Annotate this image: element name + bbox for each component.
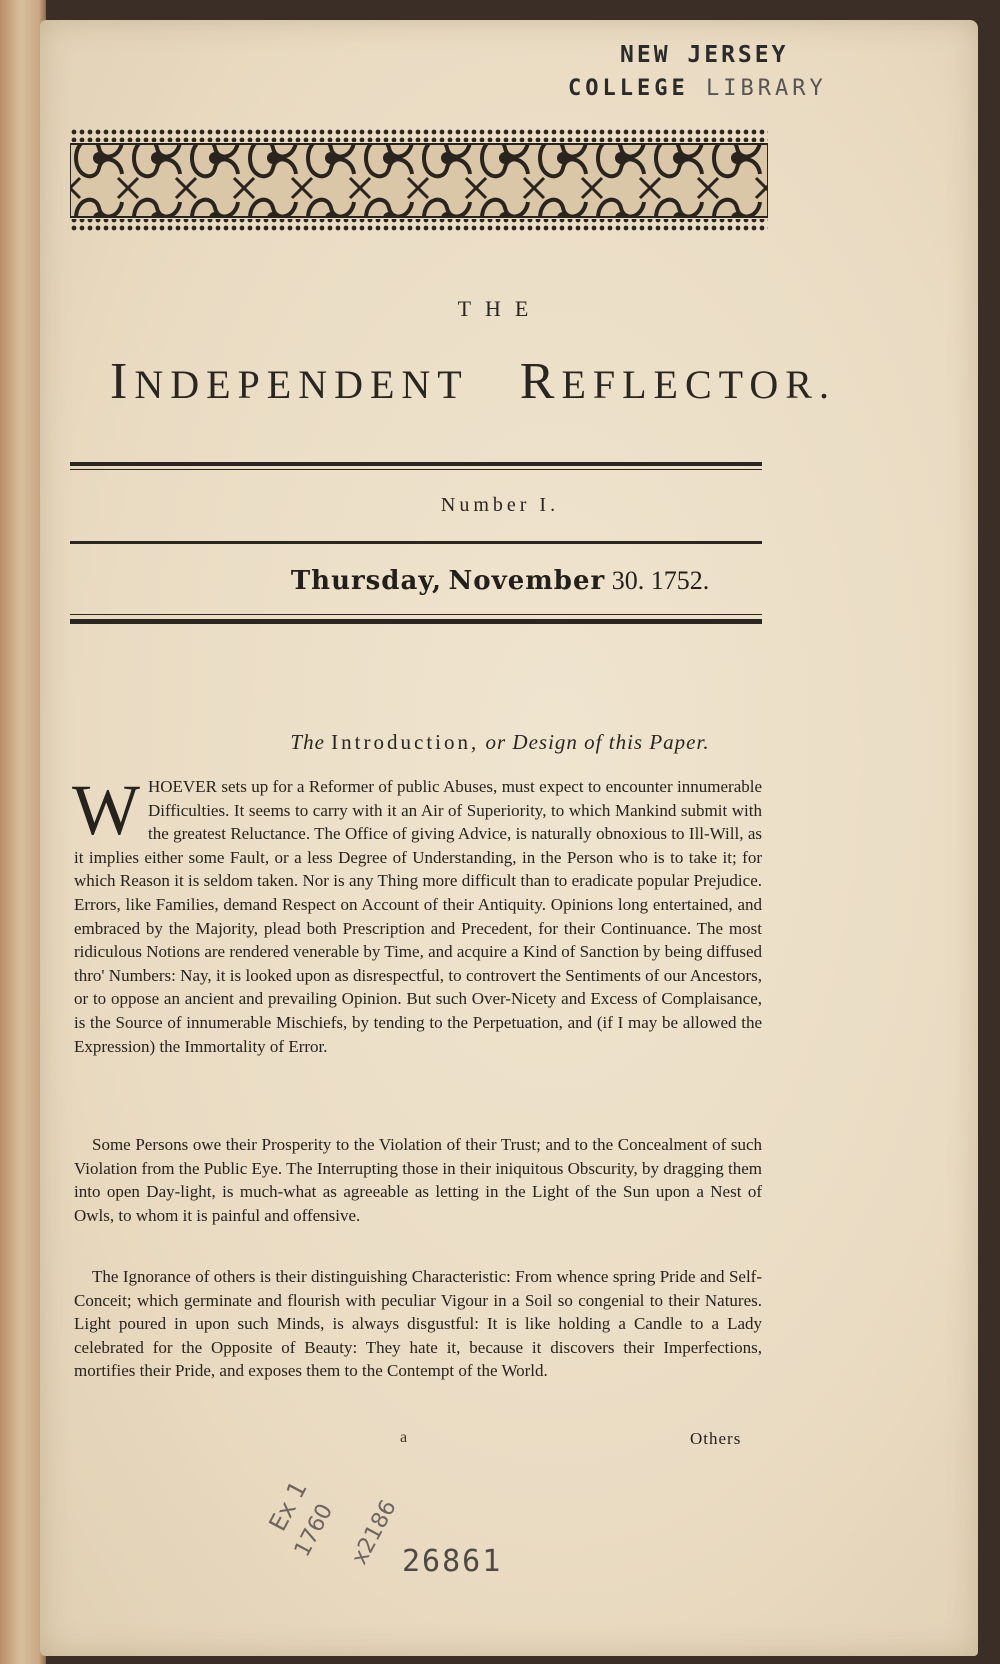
date-rest: 30. 1752. (611, 566, 710, 595)
date-month: November (448, 566, 606, 596)
signature-mark: a (400, 1429, 408, 1446)
rule-top-thin (70, 469, 762, 470)
date-weekday: Thursday, (290, 566, 442, 596)
ornamental-headpiece (70, 128, 768, 233)
library-stamp-line2 (568, 76, 827, 101)
p2-lead: Some (92, 1135, 131, 1154)
rule-bottom-thick (70, 619, 762, 624)
rule-middle (70, 541, 762, 544)
p3-text: Ignorance of others is their distinguishing Characteristic: From whence spring Pride and Self-Conceit; which germinate and flourish with peculiar Vigour in a Soil so congenial to their Natures. Light poured in upon such Minds, is always disgustful: It is like holding a Candle to a Lady celebrated for the Opposite of Beauty: They hate it, because it discovers their Imperfections, mortifies their Pride, and exposes them to the Contempt of the World. (74, 1267, 762, 1381)
rule-top-thick (70, 462, 762, 466)
p1-lead: HOEVER (147, 777, 217, 796)
catchword: Others (690, 1429, 742, 1448)
p3-lead: The (92, 1267, 119, 1286)
heading-the: The (290, 730, 325, 754)
rule-bottom-thin (70, 614, 762, 615)
pencil-note-shelfmark: x2186 (347, 1496, 402, 1569)
title-initial-r: R (519, 353, 562, 410)
p2-text: Persons owe their Prosperity to the Violation of their Trust; and to the Concealment of such Violation from the Public Eye. The Interrupting those in their iniquitous Obscurity, by dragging them into open Day-light, is much-what as agreeable as letting in the Light of the Sun upon a Nest of Owls, to whom it is painful and offensive. (74, 1135, 763, 1225)
accession-number: 26861 (402, 1544, 503, 1579)
library-stamp-library: LIBRARY (705, 76, 827, 101)
paragraph-3 (74, 1265, 762, 1383)
pencil-note-ex: Ex 1 (263, 1476, 313, 1536)
title-word2-rest: EFLECTOR. (561, 362, 836, 407)
masthead-the: THE (457, 296, 543, 321)
drop-cap: W (72, 770, 140, 850)
title-initial-i: I (110, 353, 135, 410)
library-stamp-college: COLLEGE (568, 76, 689, 101)
paragraph-2 (74, 1133, 762, 1227)
title-word1-rest: NDEPENDENT (134, 362, 469, 407)
paragraph-1 (72, 770, 763, 1058)
p1-text: sets up for a Reformer of public Abuses, must expect to encounter innumerable Difficulties. It seems to carry with it an Air of Superiority, to which Mankind submit with the greatest Reluctance. The Office of giving Advice, is naturally obnoxious to Ill-Will, as it implies either some Fault, or a less Degree of Understanding, in the Person who is to take it; for which Reason it is seldom taken. Nor is any Thing more difficult than to eradicate popular Prejudice. Errors, like Families, demand Respect on Account of their Antiquity. Opinions long entertained, and embraced by the Majority, plead both Prescription and Precedent, for their Continuance. The most ridiculous Notions are rendered venerable by Time, and acquire a Kind of Sanction by being diffused thro' Numbers: Nay, it is looked upon as disrespectful, to controvert the Sentiments of our Ancestors, or to oppose an ancient and prevailing Opinion. But such Over-Nicety and Excess of Complaisance, is the Source of innumerable Mischiefs, by tending to the Perpetuation, and (if I may be allowed the Expression) the Immortality of Error. (74, 777, 763, 1056)
pencil-note-year: 1760 (289, 1499, 339, 1562)
heading-introduction: Introduction, (331, 730, 480, 754)
article-heading (0, 730, 1000, 755)
library-stamp-line1: NEW JERSEY (620, 42, 789, 68)
publication-title (110, 352, 836, 411)
issue-date (0, 566, 1000, 596)
issue-number: Number I. (440, 494, 560, 516)
heading-design: or Design of this Paper. (485, 730, 710, 754)
